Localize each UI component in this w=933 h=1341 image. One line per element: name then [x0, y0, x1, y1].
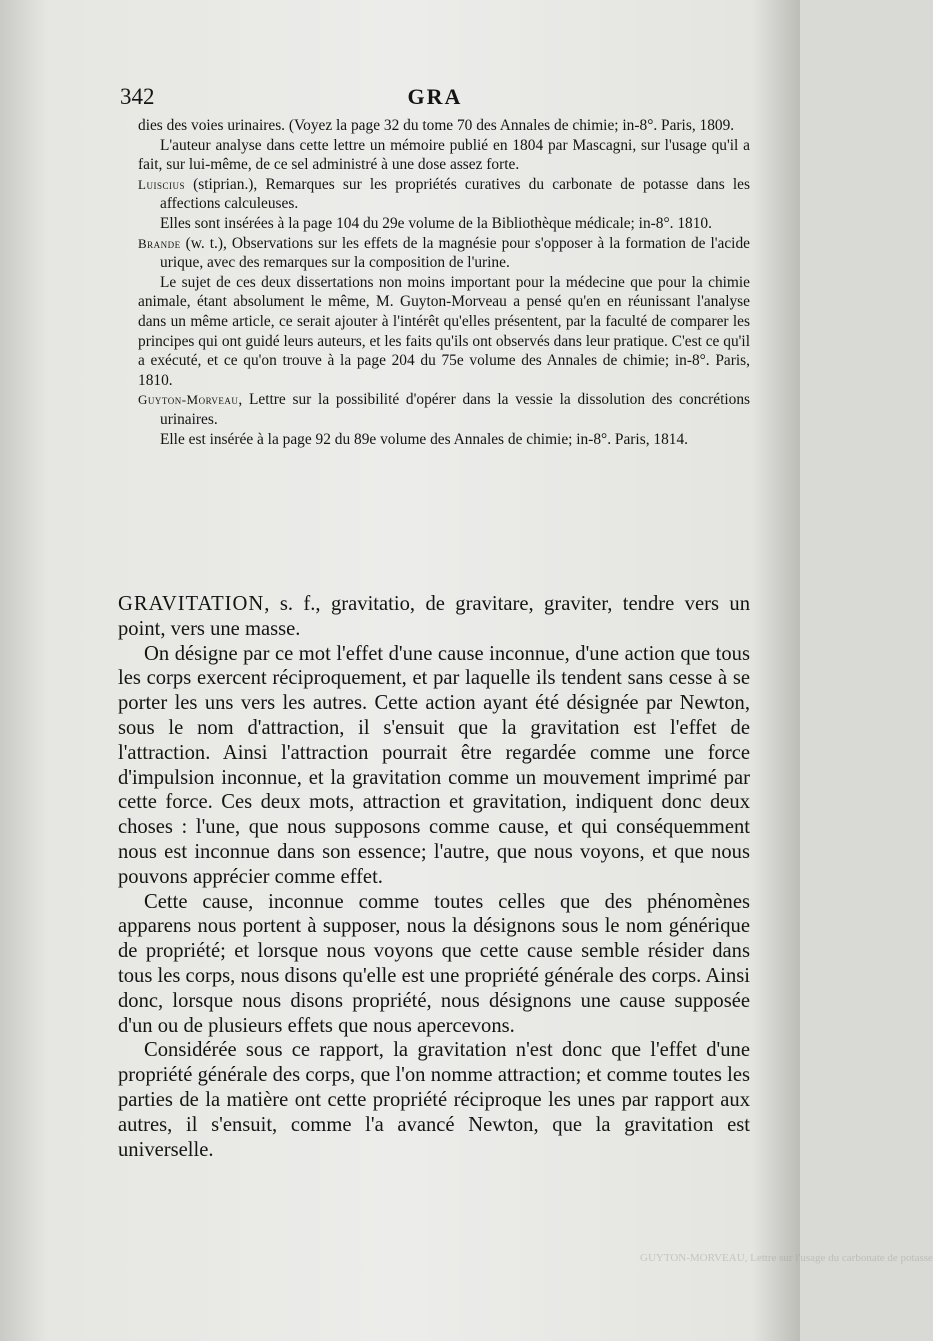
bib-entry: Luiscius (stiprian.), Remarques sur les propriétés curatives du carbonate de potasse dans les affections calculeuses.	[138, 175, 750, 213]
article-heading	[118, 592, 750, 642]
article-paragraph: Cette cause, inconnue comme toutes celles que des phénomènes apparens nous portent à supposer, nous la désignons sous le nom générique de propriété; et lorsque nous voyons que cette cause semble résider dans tous les corps, nous disons qu'elle est une propriété générale des corps. Ainsi donc, lorsque nous disons propriété, nous désignons une cause supposée d'un ou de plusieurs effets que nous apercevons.	[118, 890, 750, 1037]
bib-entry: Brande (w. t.), Observations sur les effets de la magnésie pour s'opposer à la formation de l'acide urique, avec des remarques sur la composition de l'urine.	[138, 234, 750, 272]
bib-paragraph: Elle est insérée à la page 92 du 89e volume des Annales de chimie; in-8°. Paris, 1814.	[160, 430, 689, 448]
running-head: GRA	[407, 84, 463, 109]
bib-entry: Guyton-Morveau, Lettre sur la possibilité d'opérer dans la vessie la dissolution des concrétions urinaires.	[138, 391, 750, 428]
page-number: 342	[120, 84, 155, 109]
article-paragraph: Considérée sous ce rapport, la gravitation n'est donc que l'effet d'une propriété générale des corps, que l'on nomme attraction; et comme toutes les parties de la matière ont cette propriété réciproque les unes par rapport aux autres, il s'ensuit, comme l'a avancé Newton, que la gravitation est universelle.	[118, 1039, 750, 1161]
bib-paragraph: Le sujet de ces deux dissertations non moins important pour la médecine que pour la chimie animale, étant absolument le même, M. Guyton-Morveau a pensé qu'en en réunissant l'analyse dans un même article, ce serait ajouter à l'intérêt qu'elles présentent, par la faculté de comparer les principes qui ont guidé leurs auteurs, et les faits qu'ils ont observés dans leur pratique. C'est ce qu'il a exécuté, et ce qu'on trouve à la page 204 du 75e volume des Annales de chimie; in-8°. Paris, 1810.	[138, 273, 750, 389]
show-through-text: GUYTON-MORVEAU, Lettre sur l'usage du carbonate de potasse	[640, 1252, 933, 1264]
definition: , s. f., gravitatio, de gravitare, graviter, tendre vers un point, vers une masse.	[118, 593, 750, 640]
page-header	[120, 84, 750, 114]
author-name: Brande	[138, 235, 181, 251]
bib-paragraph: Elles sont insérées à la page 104 du 29e volume de la Bibliothèque médicale; in-8°. 1810.	[160, 214, 712, 232]
author-name: Luiscius	[138, 176, 185, 192]
headword: GRAVITATION	[118, 593, 265, 615]
bib-paragraph: dies des voies urinaires. (Voyez la page 32 du tome 70 des Annales de chimie; in-8°. Paris, 1809.	[138, 117, 735, 134]
article-gravitation	[118, 592, 750, 1162]
bibliography-section	[138, 116, 750, 449]
bib-paragraph: L'auteur analyse dans cette lettre un mémoire publié en 1804 par Mascagni, sur l'usage qu'il a fait, sur lui-même, de ce sel administré à une dose assez forte.	[138, 136, 750, 174]
author-name: Guyton-Morveau	[138, 392, 239, 408]
article-paragraph: On désigne par ce mot l'effet d'une cause inconnue, d'une action que tous les corps exercent réciproquement, et par laquelle ils tendent sans cesse à se porter les uns vers les autres. Cette action ayant été désignée par Newton, sous le nom d'attraction, il s'ensuit que la gravitation est l'effet de l'attraction. Ainsi l'attraction pourrait être regardée comme une force d'impulsion inconnue, et la gravitation comme un mouvement imprimé par cette force. Ces deux mots, attraction et gravitation, indiquent donc deux choses : l'une, que nous supposons comme cause, et qui conséquemment nous est inconnue dans son essence; l'autre, que nous voyons, et que nous pouvons apprécier comme effet.	[118, 642, 750, 888]
